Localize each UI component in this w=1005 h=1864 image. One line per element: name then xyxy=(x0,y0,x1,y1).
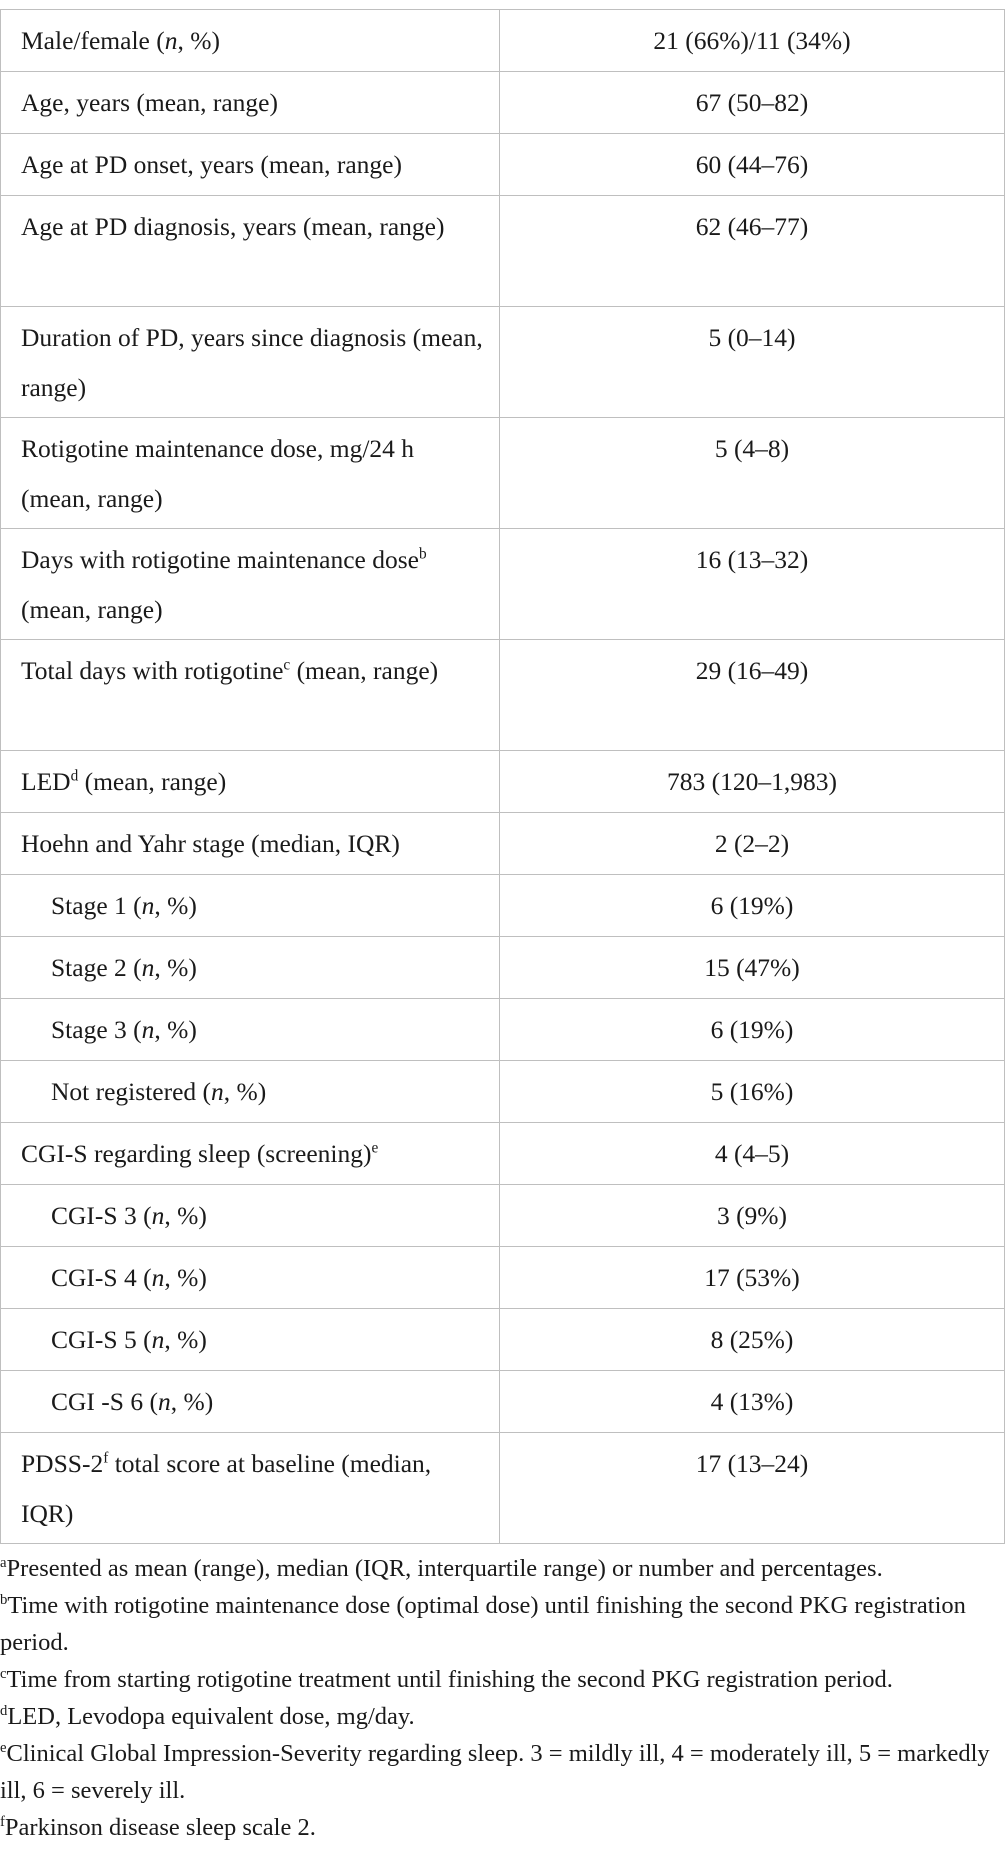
table-row xyxy=(1,1061,1005,1123)
row-label: Male/female (n, %) xyxy=(1,10,500,72)
table-row xyxy=(1,751,1005,813)
row-label: CGI -S 6 (n, %) xyxy=(1,1371,500,1433)
row-label: PDSS-2$^f$ total score at baseline (median, IQR) xyxy=(1,1433,500,1544)
row-value: 6 (19%) xyxy=(500,875,1005,937)
row-label: Age at PD diagnosis, years (mean, range) xyxy=(1,196,500,307)
row-value: 5 (0–14) xyxy=(500,307,1005,418)
row-value: 15 (47%) xyxy=(500,937,1005,999)
row-label: CGI-S 3 (n, %) xyxy=(1,1185,500,1247)
row-label: Stage 2 (n, %) xyxy=(1,937,500,999)
table-row xyxy=(1,72,1005,134)
row-label: Total days with rotigotine$^c$ (mean, range) xyxy=(1,640,500,751)
table-row xyxy=(1,10,1005,72)
table-row xyxy=(1,1247,1005,1309)
table-row xyxy=(1,1309,1005,1371)
row-value: 783 (120–1,983) xyxy=(500,751,1005,813)
row-label: Not registered (n, %) xyxy=(1,1061,500,1123)
row-value: 4 (13%) xyxy=(500,1371,1005,1433)
row-label: LED$^d$ (mean, range) xyxy=(1,751,500,813)
row-label: Duration of PD, years since diagnosis (mean, range) xyxy=(1,307,500,418)
row-value: 6 (19%) xyxy=(500,999,1005,1061)
table-row xyxy=(1,875,1005,937)
table-row xyxy=(1,196,1005,307)
row-label: Hoehn and Yahr stage (median, IQR) xyxy=(1,813,500,875)
table-row xyxy=(1,999,1005,1061)
table-row xyxy=(1,418,1005,529)
footnote: $^c$Time from starting rotigotine treatment until finishing the second PKG registration period. xyxy=(0,1665,893,1693)
row-label: Rotigotine maintenance dose, mg/24 h (mean, range) xyxy=(1,418,500,529)
row-value: 60 (44–76) xyxy=(500,134,1005,196)
table-row xyxy=(1,813,1005,875)
table-row xyxy=(1,1433,1005,1544)
row-label: Days with rotigotine maintenance dose$^b$ (mean, range) xyxy=(1,529,500,640)
row-label: Stage 3 (n, %) xyxy=(1,999,500,1061)
footnote: $^b$Time with rotigotine maintenance dose (optimal dose) until finishing the second PKG registration period. xyxy=(0,1591,966,1656)
footnote: $^e$Clinical Global Impression-Severity regarding sleep. 3 = mildly ill, 4 = moderately ill, 5 = markedly ill, 6 = severely ill. xyxy=(0,1739,990,1804)
table-row xyxy=(1,529,1005,640)
row-label: CGI-S regarding sleep (screening)$^e$ xyxy=(1,1123,500,1185)
characteristics-table xyxy=(0,9,1005,1544)
table-row xyxy=(1,1123,1005,1185)
table-footnotes xyxy=(0,1550,1000,1846)
row-label: CGI-S 5 (n, %) xyxy=(1,1309,500,1371)
table-row xyxy=(1,1371,1005,1433)
table-row xyxy=(1,1185,1005,1247)
table-page xyxy=(0,9,1005,1846)
row-value: 17 (53%) xyxy=(500,1247,1005,1309)
footnote: $^f$Parkinson disease sleep scale 2. xyxy=(0,1813,316,1841)
footnote: $^d$LED, Levodopa equivalent dose, mg/day. xyxy=(0,1702,415,1730)
row-value: 2 (2–2) xyxy=(500,813,1005,875)
row-value: 16 (13–32) xyxy=(500,529,1005,640)
footnote: $^a$Presented as mean (range), median (IQR, interquartile range) or number and percentages. xyxy=(0,1554,883,1582)
row-value: 17 (13–24) xyxy=(500,1433,1005,1544)
row-label: Age at PD onset, years (mean, range) xyxy=(1,134,500,196)
row-label: Stage 1 (n, %) xyxy=(1,875,500,937)
row-value: 29 (16–49) xyxy=(500,640,1005,751)
row-value: 5 (16%) xyxy=(500,1061,1005,1123)
table-row xyxy=(1,134,1005,196)
row-value: 21 (66%)/11 (34%) xyxy=(500,10,1005,72)
row-label: Age, years (mean, range) xyxy=(1,72,500,134)
row-label: CGI-S 4 (n, %) xyxy=(1,1247,500,1309)
table-row xyxy=(1,640,1005,751)
row-value: 4 (4–5) xyxy=(500,1123,1005,1185)
row-value: 67 (50–82) xyxy=(500,72,1005,134)
row-value: 8 (25%) xyxy=(500,1309,1005,1371)
table-row xyxy=(1,307,1005,418)
table-row xyxy=(1,937,1005,999)
row-value: 3 (9%) xyxy=(500,1185,1005,1247)
row-value: 62 (46–77) xyxy=(500,196,1005,307)
row-value: 5 (4–8) xyxy=(500,418,1005,529)
